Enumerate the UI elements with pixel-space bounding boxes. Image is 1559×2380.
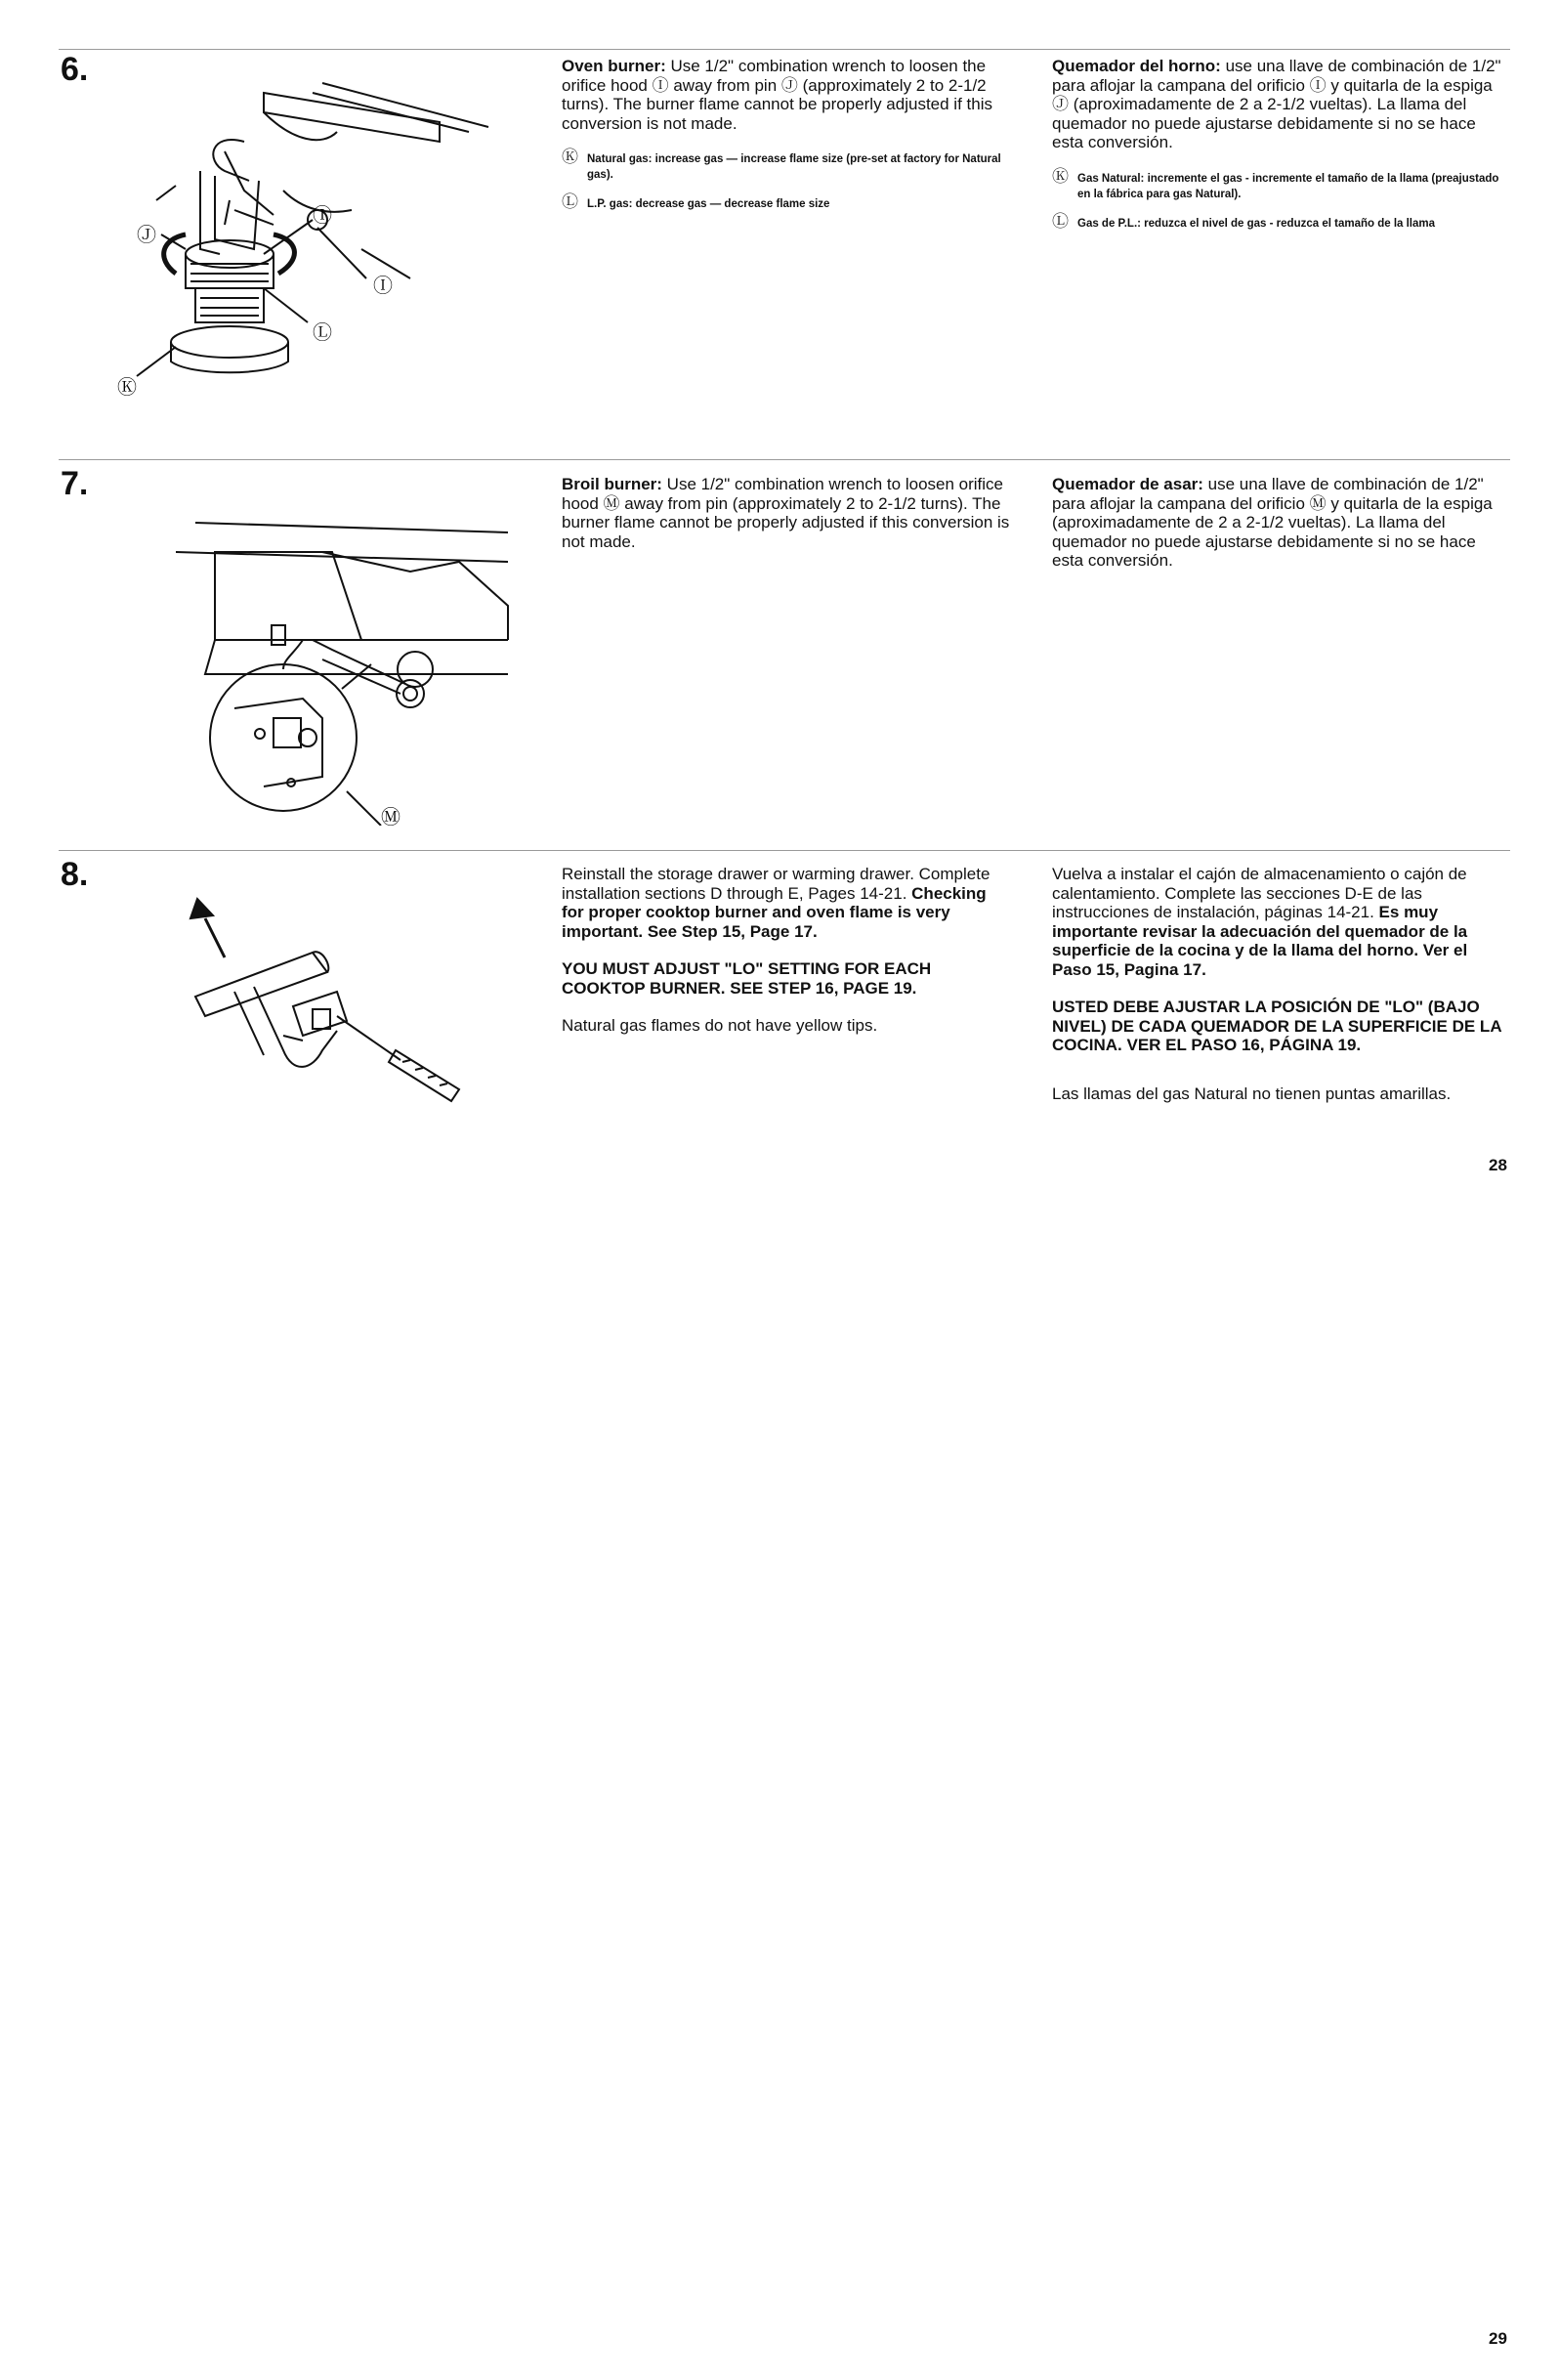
step6-es-heading: Quemador del horno: <box>1052 57 1221 75</box>
step8-es-natural-gas-note: Las llamas del gas Natural no tienen puntas amarillas. <box>1052 1084 1452 1103</box>
step8-en-p1-bold: Checking for proper cooktop burner and oven flame is very important. See Step 15, Page 17. <box>562 883 987 941</box>
step7-spanish-text <box>1052 475 1511 589</box>
step8-en-p1: Reinstall the storage drawer or warming drawer. Complete installation sections D through E, Pages 14-21. <box>562 865 990 903</box>
step8-screwdriver-adjustment-illustration <box>176 894 469 1109</box>
step8-divider <box>59 850 1510 851</box>
step6-english-text <box>562 57 1011 226</box>
step6-en-heading: Oven burner: <box>562 57 666 75</box>
step6-en-body: Use 1/2" combination wrench to loosen the orifice hood Ⓘ away from pin Ⓙ (approximately 2 to 2-1/2 turns). The burner flame cannot be properly adjusted if this conversion is not made. <box>562 57 992 133</box>
step8-en-lo-setting-warning: YOU MUST ADJUST "LO" SETTING FOR EACH COOKTOP BURNER. SEE STEP 16, PAGE 19. <box>562 959 932 998</box>
step8-es-lo-setting-warning: USTED DEBE AJUSTAR LA POSICIÓN DE "LO" (BAJO NIVEL) DE CADA QUEMADOR DE LA SUPERFICIE DE LA COCINA. VER EL PASO 16, PÁGINA 19. <box>1052 998 1501 1054</box>
step6-callout-j: Ⓙ <box>137 223 156 246</box>
step6-en-note-k-symbol: Ⓚ <box>562 148 578 166</box>
step7-en-heading: Broil burner: <box>562 475 662 493</box>
step8-es-p1-bold: Es muy importante revisar la adecuación del quemador de la superficie de la cocina y de la llama del horno. Ver el Paso 15, Pagina 17. <box>1052 903 1468 979</box>
step7-divider <box>59 459 1510 460</box>
step7-en-body: Use 1/2" combination wrench to loosen orifice hood Ⓜ away from pin (approximately 2 to 2-1/2 turns). The burner flame cannot be properly adjusted if this conversion is not made. <box>562 475 1010 551</box>
step6-es-note-l-symbol: Ⓛ <box>1052 211 1069 231</box>
step6-callout-l: Ⓛ <box>313 320 332 344</box>
step6-oven-burner-illustration <box>117 54 527 425</box>
step8-es-p1: Vuelva a instalar el cajón de almacenamiento o cajón de calentamiento. Complete las secciones D-E de las instrucciones de instalación, páginas 14-21. <box>1052 865 1467 921</box>
page-number-29: 29 <box>1489 2329 1507 2348</box>
page-number-28: 28 <box>1489 1156 1507 1174</box>
step6-es-body: use una llave de combinación de 1/2" para aflojar la campana del orificio Ⓘ y quitarla de la espiga Ⓙ (aproximadamente de 2 a 2-1/2 vueltas). La llama del quemador no puede ajustarse debidamente si no se hace esta conversión. <box>1052 57 1501 151</box>
step7-es-body: use una llave de combinación de 1/2" para aflojar la campana del orificio Ⓜ y quitarla de la espiga (aproximadamente de 2 a 2-1/2 vueltas). La llama del quemador no puede ajustarse debidamente si no se hace esta conversión. <box>1052 475 1493 570</box>
step7-callout-m: Ⓜ <box>381 805 400 826</box>
step6-divider <box>59 49 1510 50</box>
step7-number: 7. <box>61 465 89 502</box>
step8-english-text <box>562 865 1011 1054</box>
step6-es-note-natural: Ⓚ Gas Natural: incremente el gas - incremente el tamaño de la llama (preajustado en la fábrica para gas Natural). <box>1052 166 1499 200</box>
step6-spanish-text <box>1052 57 1511 245</box>
step7-es-heading: Quemador de asar: <box>1052 475 1203 493</box>
step6-number: 6. <box>61 51 89 88</box>
step7-broil-burner-illustration <box>176 493 527 826</box>
step6-callout-i-mid: Ⓘ <box>313 203 332 227</box>
step8-en-natural-gas-note: Natural gas flames do not have yellow tips. <box>562 1016 878 1035</box>
step6-en-note-lp: Ⓛ L.P. gas: decrease gas — decrease flame size <box>562 192 830 211</box>
step6-en-note-natural: Ⓚ Natural gas: increase gas — increase flame size (pre-set at factory for Natural gas). <box>562 148 1001 181</box>
step6-callout-i-top: Ⓘ <box>373 274 393 297</box>
step6-callout-k: Ⓚ <box>117 375 137 399</box>
step6-es-note-k-symbol: Ⓚ <box>1052 166 1069 186</box>
step8-spanish-text <box>1052 865 1511 1122</box>
step6-en-note-l-symbol: Ⓛ <box>562 192 578 211</box>
step8-number: 8. <box>61 856 89 893</box>
step7-english-text <box>562 475 1011 570</box>
step6-es-note-lp: Ⓛ Gas de P.L.: reduzca el nivel de gas - reduzca el tamaño de la llama <box>1052 211 1436 231</box>
